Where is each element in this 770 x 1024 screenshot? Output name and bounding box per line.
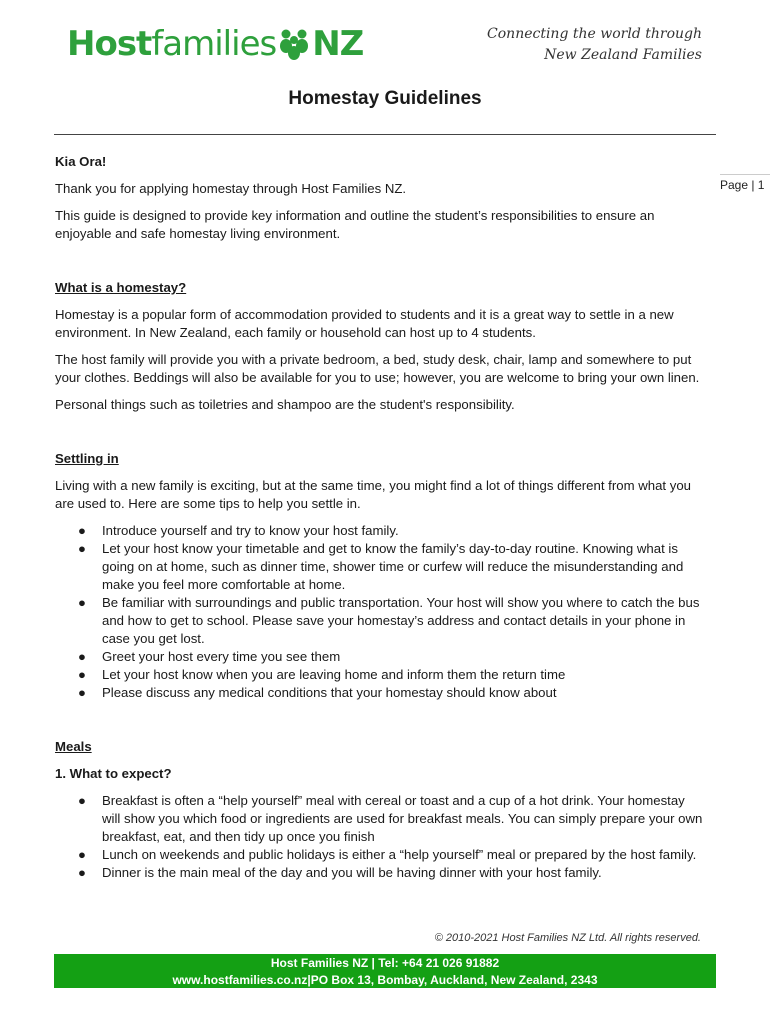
title-divider [54,134,716,135]
people-group-icon [277,27,311,61]
bullet-icon: ● [78,793,86,808]
bullet-icon: ● [78,847,86,862]
bullet-icon: ● [78,595,86,610]
bullet-icon: ● [78,523,86,538]
subheading-what-to-expect: 1. What to expect? [55,766,172,781]
greeting: Kia Ora! [55,154,107,169]
page-number [720,178,764,192]
list-item: ● Let your host know when you are leaving home and inform them the return time [78,667,566,682]
page-title: Homestay Guidelines [288,88,482,109]
list-item: ● Please discuss any medical conditions that your homestay should know about [78,685,557,700]
list-item: ● Lunch on weekends and public holidays is either a “help yourself” meal or prepared by the host family. [78,847,697,862]
footer-bar [54,954,716,988]
footer-contact-line: Host Families NZ | Tel: +64 21 026 91882 [270,956,500,970]
list-item: ● Breakfast is often a “help yourself” meal with cereal or toast and a cup of a hot drink. Your homestay will show you which food or ingredients are used for breakfast meals. You can simply prepare your own breakfast, eat, and then tidy up once you finish [78,793,703,844]
settling-tips-list [55,522,705,702]
page-number-rule [720,174,770,175]
section-heading-settling-in: Settling in [55,451,119,466]
document-body [55,153,705,891]
tagline [487,24,702,66]
section-heading-what-is: What is a homestay? [55,280,187,295]
list-item: ● Greet your host every time you see them [78,649,341,664]
bullet-icon: ● [78,667,86,682]
logo-text-nz: NZ [312,24,364,64]
meals-list [55,792,705,882]
list-item: ● Introduce yourself and try to know your host family. [78,523,399,538]
logo-text-host: Host [67,24,152,64]
intro-paragraph: Thank you for applying homestay through Host Families NZ. [55,181,407,196]
brand-logo [67,24,363,64]
copyright-notice: © 2010-2021 Host Families NZ Ltd. All rights reserved. [434,932,701,944]
bullet-icon: ● [78,685,86,700]
paragraph: The host family will provide you with a private bedroom, a bed, study desk, chair, lamp and somewhere to put your clothes. Beddings will also be available for you to use; however, you are welcome to bring your own linen. [55,352,700,385]
section-heading-meals: Meals [55,739,92,754]
paragraph: Homestay is a popular form of accommodation provided to students and it is a great way to settle in a new environment. In New Zealand, each family or household can host up to 4 students. [55,307,674,340]
logo-text-families: families [151,24,277,64]
list-item: ● Be familiar with surroundings and public transportation. Your host will show you where to catch the bus and how to get to school. Please save your homestay’s address and contact details in your phone in case you get lost. [78,595,700,646]
list-item: ● Let your host know your timetable and get to know the family’s day-to-day routine. Knowing what is going on at home, such as dinner time, shower time or curfew will reduce the misunderstanding and make you feel more comfortable at home. [78,541,684,592]
paragraph: Living with a new family is exciting, but at the same time, you might find a lot of things different from what you are used to. Here are some tips to help you settle in. [55,478,691,511]
intro-paragraph: This guide is designed to provide key information and outline the student’s responsibilities to ensure an enjoyable and safe homestay living environment. [55,208,655,241]
bullet-icon: ● [78,541,86,556]
tagline-line-2: New Zealand Families [544,47,702,63]
paragraph: Personal things such as toiletries and shampoo are the student's responsibility. [55,397,515,412]
list-item: ● Dinner is the main meal of the day and you will be having dinner with your host family. [78,865,602,880]
footer-address-line: www.hostfamilies.co.nz|PO Box 13, Bombay, Auckland, New Zealand, 2343 [172,973,598,987]
page-number-text: Page | 1 [720,178,765,192]
bullet-icon: ● [78,649,86,664]
bullet-icon: ● [78,865,86,880]
tagline-line-1: Connecting the world through [487,26,702,42]
